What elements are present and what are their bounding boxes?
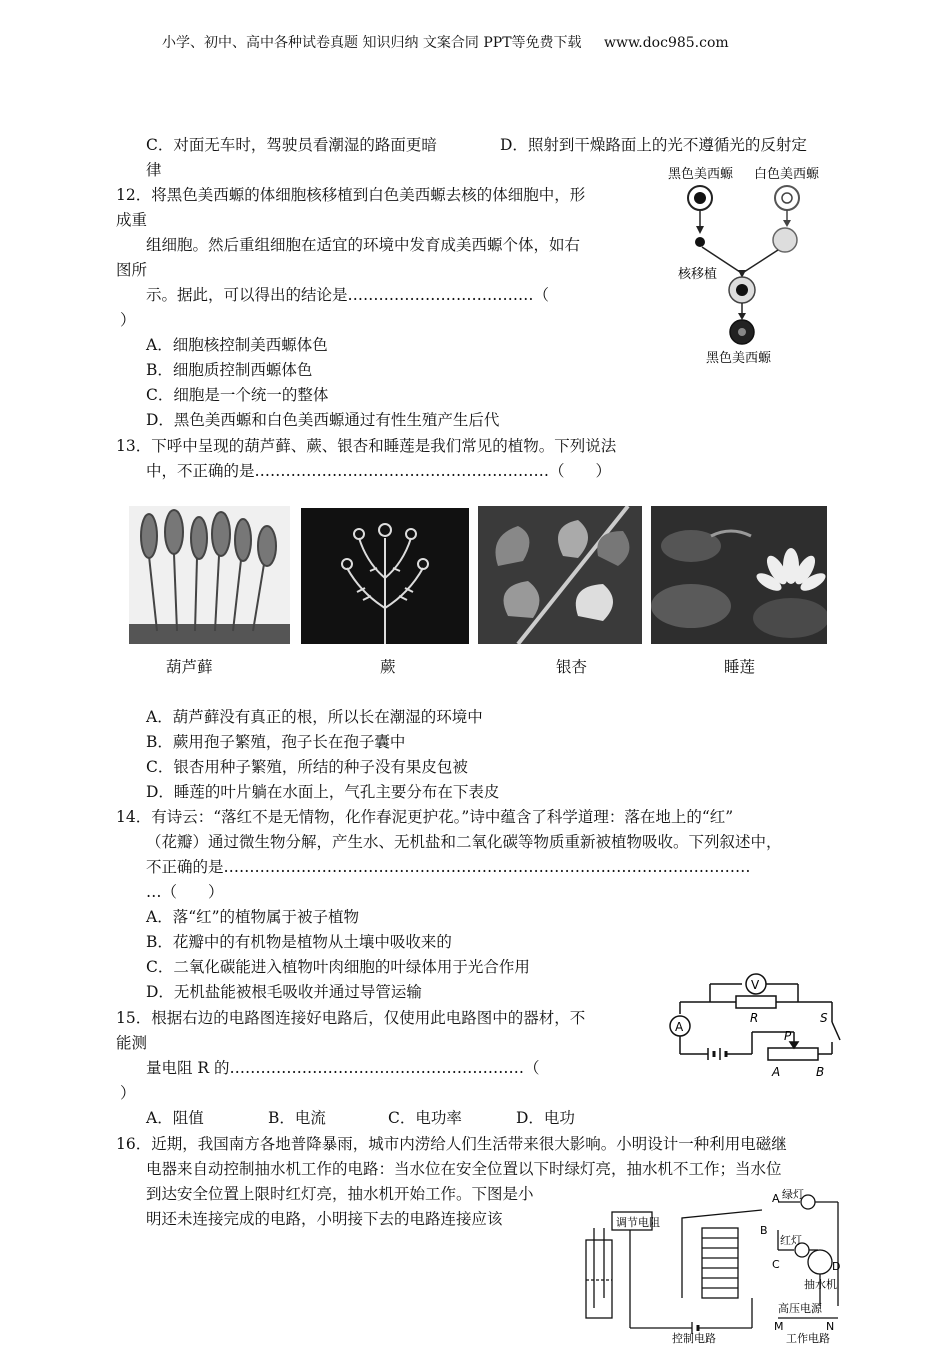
terminal-a: A [772, 1192, 780, 1205]
q13-option-b: B．蕨用孢子繁殖，孢子长在孢子囊中 [146, 733, 406, 751]
ginkgo-photo [478, 506, 642, 644]
caption-fern: 蕨 [380, 658, 396, 676]
rheostat-end-b: B [816, 1065, 825, 1079]
work-circuit-label: 工作电路 [786, 1332, 830, 1344]
q15-option-b: B．电流 [268, 1109, 326, 1127]
q11-option-d: D．照射到干燥路面上的光不遵循光的反射定 [500, 136, 807, 154]
rheostat-end-a: A [772, 1065, 781, 1079]
q14-line4: …（ ） [146, 883, 224, 901]
header-url: www.doc985.com [603, 35, 729, 51]
resistor-label: R [750, 1011, 759, 1025]
q15-option-a: A．阻值 [146, 1109, 204, 1127]
q14-option-c: C．二氧化碳能进入植物叶肉细胞的叶绿体用于光合作用 [146, 958, 530, 976]
terminal-n: N [826, 1320, 835, 1333]
header-text: 小学、初中、高中各种试卷真题 知识归纳 文案合同 PPT等免费下载 [162, 35, 582, 51]
terminal-b: B [760, 1224, 768, 1237]
caption-waterlily: 睡莲 [724, 658, 756, 676]
red-light-label: 红灯 [780, 1234, 802, 1247]
q12-option-c: C．细胞是一个统一的整体 [146, 386, 329, 404]
caption-ginkgo: 银杏 [556, 658, 588, 676]
page-header [162, 32, 729, 52]
q16-line2: 电器来自动控制抽水机工作的电路：当水位在安全位置以下时绿灯亮，抽水机不工作；当水位 [146, 1160, 782, 1178]
hv-source-label: 高压电源 [778, 1302, 822, 1315]
q12-line2: 成重 [116, 211, 148, 229]
figure-transfer-label: 核移植 [678, 267, 718, 282]
q13-line1: 13．下呼中呈现的葫芦藓、蕨、银杏和睡莲是我们常见的植物。下列说法 [116, 437, 617, 455]
fern-photo [301, 508, 469, 644]
q15-line1: 15．根据右边的电路图连接好电路后，仅使用此电路图中的器材，不 [116, 1009, 586, 1027]
q13-option-a: A．葫芦藓没有真正的根，所以长在潮湿的环境中 [146, 708, 483, 726]
q13-option-d: D．睡莲的叶片躺在水面上，气孔主要分布在下表皮 [146, 783, 500, 801]
q12-option-b: B．细胞质控制西螈体色 [146, 361, 313, 379]
q13-option-c: C．银杏用种子繁殖，所结的种子没有果皮包被 [146, 758, 468, 776]
nuclear-transfer-figure [662, 160, 842, 370]
q12-line6: ） [120, 311, 136, 329]
q14-option-d: D．无机盐能被根毛吸收并通过导管运输 [146, 983, 422, 1001]
terminal-c: C [772, 1258, 780, 1271]
q15-line3: 量电阻 R 的…………………………………………………（ [146, 1059, 540, 1077]
q12-line3: 组细胞。然后重组细胞在适宜的环境中发育成美西螈个体，如右 [146, 236, 581, 254]
q11-option-c: C．对面无车时，驾驶员看潮湿的路面更暗 [146, 136, 437, 154]
q12-line5: 示。据此，可以得出的结论是………………………………（ [146, 286, 550, 304]
voltmeter-label: V [751, 978, 760, 992]
terminal-m: M [774, 1320, 784, 1333]
q16-line3: 到达安全位置上限时红灯亮，抽水机开始工作。下图是小 [146, 1185, 534, 1203]
q16-line4: 明还未连接完成的电路，小明接下去的电路连接应该 [146, 1210, 503, 1228]
ammeter-label: A [675, 1020, 684, 1034]
q13-line2: 中，不正确的是…………………………………………………（ ） [146, 462, 612, 480]
q15-line2: 能测 [116, 1034, 148, 1052]
waterlily-photo [651, 506, 827, 644]
q12-line4: 图所 [116, 261, 148, 279]
q12-option-d: D．黑色美西螈和白色美西螈通过有性生殖产生后代 [146, 411, 500, 429]
q15-option-c: C．电功率 [388, 1109, 462, 1127]
q11-option-d-cont: 律 [146, 161, 162, 179]
q15-option-d: D．电功 [516, 1109, 575, 1127]
circuit-diagram [660, 970, 850, 1082]
q15-line4: ） [120, 1084, 136, 1102]
q14-line2: （花瓣）通过微生物分解，产生水、无机盐和二氧化碳等物质重新被植物吸收。下列叙述中， [146, 833, 782, 851]
q14-line3: 不正确的是………………………………………………………………………………………… [146, 858, 751, 876]
q14-option-b: B．花瓣中的有机物是植物从土壤中吸收来的 [146, 933, 452, 951]
q12-line1: 12．将黑色美西螈的体细胞核移植到白色美西螈去核的体细胞中，形 [116, 186, 586, 204]
q14-option-a: A．落“红”的植物属于被子植物 [146, 908, 360, 926]
slider-label: P [784, 1029, 792, 1043]
moss-photo [129, 506, 290, 644]
pump-label: 抽水机 [804, 1278, 837, 1291]
figure-black-label: 黑色美西螈 [668, 167, 734, 182]
figure-result-label: 黑色美西螈 [706, 351, 772, 366]
figure-white-label: 白色美西螈 [754, 167, 820, 182]
switch-label: S [820, 1011, 828, 1025]
adjust-resistor-label: 调节电阻 [616, 1216, 660, 1229]
relay-circuit-figure [582, 1188, 844, 1344]
green-light-label: 绿灯 [782, 1188, 804, 1201]
q14-line1: 14．有诗云：“落红不是无情物，化作春泥更护花。”诗中蕴含了科学道理：落在地上的“红” [116, 808, 734, 826]
terminal-d: D [832, 1260, 841, 1273]
control-circuit-label: 控制电路 [672, 1332, 716, 1344]
q16-line1: 16．近期，我国南方各地普降暴雨，城市内涝给人们生活带来很大影响。小明设计一种利用电磁继 [116, 1135, 787, 1153]
caption-moss: 葫芦藓 [166, 658, 213, 676]
q12-option-a: A．细胞核控制美西螈体色 [146, 336, 328, 354]
